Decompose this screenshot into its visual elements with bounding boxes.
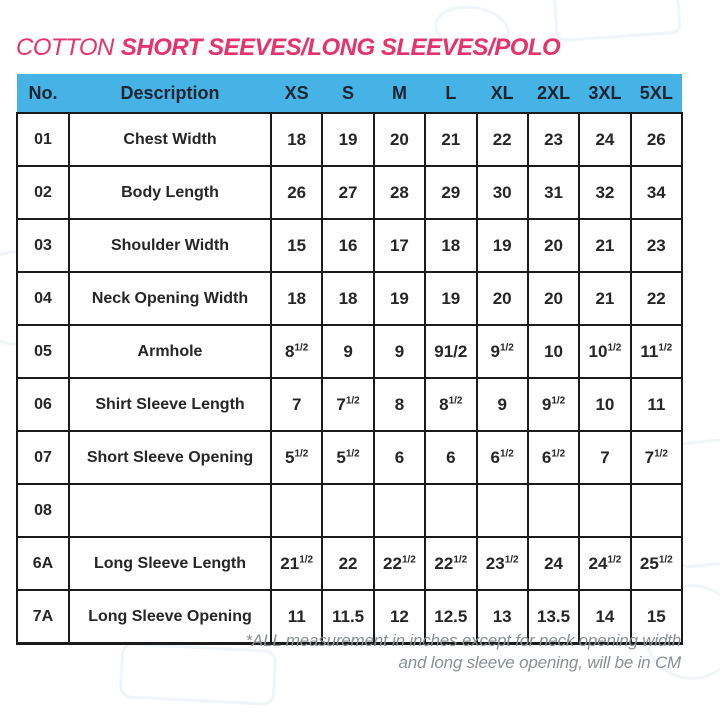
description-cell: Short Sleeve Opening <box>69 431 271 484</box>
header-row <box>17 74 682 113</box>
value-cell: 20 <box>477 272 528 325</box>
value-cell: 24 <box>579 113 630 166</box>
value-cell: 14 <box>579 590 630 644</box>
column-header-2xl: 2XL <box>528 74 579 113</box>
value-cell: 9 <box>374 325 425 378</box>
table-row <box>17 431 682 484</box>
description-cell: Chest Width <box>69 113 271 166</box>
row-number-cell: 02 <box>17 166 69 219</box>
value-cell: $6^{1/2}$ <box>528 431 579 484</box>
value-cell: 18 <box>271 113 322 166</box>
page-title <box>16 34 560 62</box>
row-number-cell: 01 <box>17 113 69 166</box>
footnote-line-2: and long sleeve opening, will be in CM <box>398 653 681 673</box>
table-row <box>17 537 682 590</box>
value-cell: $10^{1/2}$ <box>579 325 630 378</box>
row-number-cell: 05 <box>17 325 69 378</box>
value-cell: 29 <box>425 166 476 219</box>
value-cell: 13 <box>477 590 528 644</box>
column-header-3xl: 3XL <box>579 74 630 113</box>
value-cell: $9^{1/2}$ <box>528 378 579 431</box>
value-cell: 10 <box>579 378 630 431</box>
value-cell: 15 <box>271 219 322 272</box>
value-cell <box>579 484 630 537</box>
page-title-main: SHORT SEEVES/LONG SLEEVES/POLO <box>120 34 561 61</box>
value-cell: 19 <box>374 272 425 325</box>
value-cell: $5^{1/2}$ <box>271 431 322 484</box>
size-chart-table <box>16 74 683 645</box>
value-cell <box>374 484 425 537</box>
column-header-m: M <box>374 74 425 113</box>
footnote <box>16 630 681 674</box>
value-cell <box>271 484 322 537</box>
value-cell <box>631 484 682 537</box>
value-cell: 19 <box>425 272 476 325</box>
value-cell: 23 <box>631 219 682 272</box>
value-cell: 22 <box>477 113 528 166</box>
value-cell: 8 <box>374 378 425 431</box>
value-cell: 24 <box>528 537 579 590</box>
value-cell: 17 <box>374 219 425 272</box>
value-cell: 16 <box>322 219 373 272</box>
value-cell: $23^{1/2}$ <box>477 537 528 590</box>
value-cell: 11 <box>271 590 322 644</box>
value-cell: $9^{1/2}$ <box>477 325 528 378</box>
column-header-xs: XS <box>271 74 322 113</box>
background-doodle <box>552 0 681 42</box>
value-cell: $7^{1/2}$ <box>322 378 373 431</box>
description-cell: Long Sleeve Length <box>69 537 271 590</box>
value-cell: 19 <box>477 219 528 272</box>
footnote-line-1: *ALL measurement in inches except for neck opening width <box>245 631 681 650</box>
value-cell: 32 <box>579 166 630 219</box>
page-title-prefix: COTTON <box>16 34 114 61</box>
value-cell: 13.5 <box>528 590 579 644</box>
column-header-5xl: 5XL <box>631 74 682 113</box>
table-row <box>17 166 682 219</box>
table-row <box>17 484 682 537</box>
description-cell: Body Length <box>69 166 271 219</box>
row-number-cell: 04 <box>17 272 69 325</box>
value-cell <box>322 484 373 537</box>
value-cell: 11 <box>631 378 682 431</box>
value-cell: 22 <box>631 272 682 325</box>
column-header-description: Description <box>69 74 271 113</box>
value-cell: 7 <box>271 378 322 431</box>
value-cell: 34 <box>631 166 682 219</box>
value-cell: 21 <box>579 219 630 272</box>
value-cell: 26 <box>271 166 322 219</box>
value-cell: 18 <box>425 219 476 272</box>
value-cell: $24^{1/2}$ <box>579 537 630 590</box>
value-cell: 6 <box>425 431 476 484</box>
value-cell: $5^{1/2}$ <box>322 431 373 484</box>
value-cell: 7 <box>579 431 630 484</box>
value-cell: 30 <box>477 166 528 219</box>
value-cell: 19 <box>322 113 373 166</box>
value-cell: 12 <box>374 590 425 644</box>
value-cell <box>425 484 476 537</box>
table-row <box>17 113 682 166</box>
row-number-cell: 07 <box>17 431 69 484</box>
value-cell: 27 <box>322 166 373 219</box>
value-cell: 20 <box>528 219 579 272</box>
table-row <box>17 219 682 272</box>
column-header-no-: No. <box>17 74 69 113</box>
value-cell: 18 <box>322 272 373 325</box>
value-cell: $8^{1/2}$ <box>271 325 322 378</box>
value-cell: $21^{1/2}$ <box>271 537 322 590</box>
value-cell: 11.5 <box>322 590 373 644</box>
description-cell: Shoulder Width <box>69 219 271 272</box>
value-cell: 12.5 <box>425 590 476 644</box>
description-cell: Long Sleeve Opening <box>69 590 271 644</box>
value-cell: 21 <box>579 272 630 325</box>
column-header-xl: XL <box>477 74 528 113</box>
description-cell: Neck Opening Width <box>69 272 271 325</box>
value-cell: 91/2 <box>425 325 476 378</box>
value-cell: 9 <box>477 378 528 431</box>
description-cell: Armhole <box>69 325 271 378</box>
value-cell: $7^{1/2}$ <box>631 431 682 484</box>
value-cell: 22 <box>322 537 373 590</box>
value-cell: $22^{1/2}$ <box>374 537 425 590</box>
value-cell: 9 <box>322 325 373 378</box>
value-cell <box>477 484 528 537</box>
value-cell: 20 <box>374 113 425 166</box>
value-cell: $8^{1/2}$ <box>425 378 476 431</box>
table-row <box>17 272 682 325</box>
value-cell: 23 <box>528 113 579 166</box>
row-number-cell: 06 <box>17 378 69 431</box>
value-cell: 18 <box>271 272 322 325</box>
value-cell: 20 <box>528 272 579 325</box>
value-cell: 15 <box>631 590 682 644</box>
description-cell <box>69 484 271 537</box>
table-row <box>17 325 682 378</box>
column-header-s: S <box>322 74 373 113</box>
description-cell: Shirt Sleeve Length <box>69 378 271 431</box>
size-chart-body <box>17 113 682 644</box>
value-cell: 21 <box>425 113 476 166</box>
value-cell: $11^{1/2}$ <box>631 325 682 378</box>
size-chart-header <box>17 74 682 113</box>
value-cell: 31 <box>528 166 579 219</box>
value-cell: 28 <box>374 166 425 219</box>
row-number-cell: 7A <box>17 590 69 644</box>
value-cell: $6^{1/2}$ <box>477 431 528 484</box>
value-cell: 26 <box>631 113 682 166</box>
row-number-cell: 03 <box>17 219 69 272</box>
value-cell: $25^{1/2}$ <box>631 537 682 590</box>
value-cell: 10 <box>528 325 579 378</box>
table-row <box>17 378 682 431</box>
row-number-cell: 08 <box>17 484 69 537</box>
row-number-cell: 6A <box>17 537 69 590</box>
value-cell: $22^{1/2}$ <box>425 537 476 590</box>
column-header-l: L <box>425 74 476 113</box>
value-cell <box>528 484 579 537</box>
value-cell: 6 <box>374 431 425 484</box>
